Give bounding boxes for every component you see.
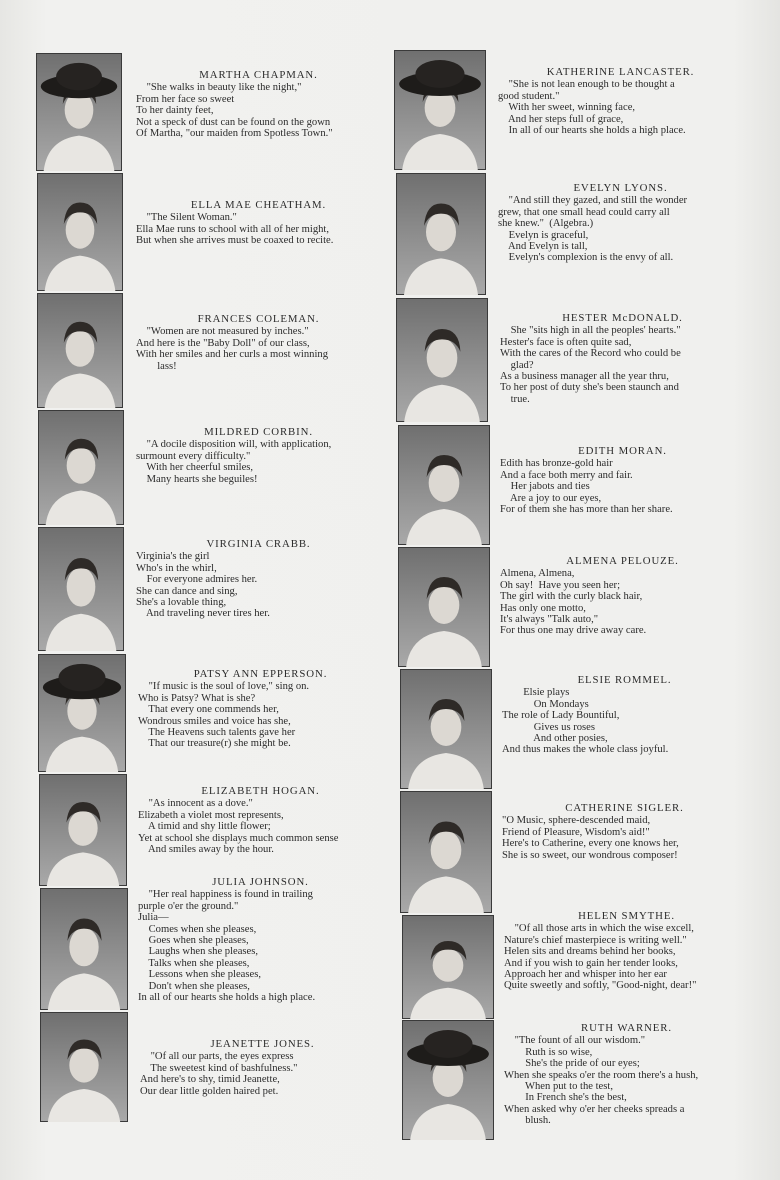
student-name: CATHERINE SIGLER.: [565, 802, 684, 814]
verse-line: With her cheerful smiles,: [136, 462, 254, 474]
portrait-photo: [40, 1012, 128, 1122]
student-entry: [500, 313, 745, 405]
portrait-photo: [394, 50, 486, 170]
verse-line: grew, that one small head could carry all: [498, 206, 670, 218]
verse-line: Hester's face is often quite sad,: [500, 336, 632, 348]
student-name: RUTH WARNER.: [581, 1022, 672, 1034]
verse-line: In French she's the best,: [504, 1092, 627, 1104]
student-name: KATHERINE LANCASTER.: [546, 66, 695, 78]
student-entry: [502, 803, 747, 861]
portrait-silhouette: [396, 298, 488, 422]
portrait-photo: [396, 173, 486, 295]
student-entry: [138, 786, 383, 855]
verse-line: And a face both merry and fair.: [500, 469, 633, 481]
portrait-silhouette: [39, 774, 127, 886]
portrait-silhouette: [398, 425, 490, 545]
verse-line: Nature's chief masterpiece is writing well.": [504, 934, 687, 946]
verse-line: "And still they gazed, and still the wonder: [498, 195, 688, 207]
verse-line: blush.: [504, 1115, 551, 1127]
verse-line: Comes when she pleases,: [138, 923, 257, 935]
verse-line: And other posies,: [502, 733, 608, 745]
verse-line: She is so sweet, our wondrous composer!: [502, 849, 678, 861]
portrait-photo: [37, 173, 123, 291]
student-entry: [498, 183, 743, 264]
verse-line: Has only one motto,: [500, 602, 586, 614]
portrait-silhouette: [40, 1012, 128, 1122]
student-entry: [136, 427, 381, 485]
verse-line: To her dainty feet,: [136, 105, 214, 117]
verse-line: A timid and shy little flower;: [138, 821, 271, 833]
verse-line: With her sweet, winning face,: [498, 102, 636, 114]
verse-line: Elizabeth a violet most represents,: [138, 809, 284, 821]
student-entry: [502, 675, 747, 756]
portrait-silhouette: [402, 1020, 494, 1140]
verse-line: And Evelyn is tall,: [498, 241, 588, 253]
verse-line: Ruth is so wise,: [504, 1046, 593, 1058]
verse-line: Of Martha, "our maiden from Spotless Town.": [136, 128, 333, 140]
portrait-photo: [37, 293, 123, 408]
verse-line: "A docile disposition will, with application,: [136, 439, 332, 451]
verse-line: "The Silent Woman.": [136, 212, 237, 224]
verse-line: Helen sits and dreams behind her books,: [504, 946, 676, 958]
student-entry: [500, 446, 745, 515]
verse-line: From her face so sweet: [136, 93, 235, 105]
verse-line: "Of all those arts in which the wise excell,: [504, 923, 694, 935]
student-name: VIRGINIA CRABB.: [206, 538, 311, 550]
verse-line: Evelyn is graceful,: [498, 229, 589, 241]
portrait-silhouette: [38, 527, 124, 651]
verse-line: Are a joy to our eyes,: [500, 492, 602, 504]
portrait-photo: [398, 425, 490, 545]
portrait-silhouette: [38, 654, 126, 772]
verse-line: Edith has bronze-gold hair: [500, 458, 613, 470]
verse-line: "As innocent as a dove.": [138, 798, 253, 810]
verse-line: Who's in the whirl,: [136, 562, 217, 574]
verse-line: The role of Lady Bountiful,: [502, 710, 620, 722]
student-name: HELEN SMYTHE.: [578, 910, 675, 922]
verse-line: When she speaks o'er the room there's a hush,: [504, 1069, 699, 1081]
student-entry: [138, 877, 383, 1003]
portrait-photo: [402, 1020, 494, 1140]
portrait-photo: [400, 791, 492, 913]
verse-line: Approach her and whisper into her ear: [504, 969, 667, 981]
verse-line: Almena, Almena,: [500, 568, 575, 580]
student-name: ELSIE ROMMEL.: [577, 674, 672, 686]
verse-line: That our treasure(r) she might be.: [138, 738, 291, 750]
verse-line: Quite sweetly and softly, "Good-night, dear!": [504, 980, 697, 992]
verse-line: It's always "Talk auto,": [500, 614, 599, 626]
portrait-photo: [38, 410, 124, 525]
portrait-silhouette: [402, 915, 494, 1019]
verse-line: And here's to shy, timid Jeanette,: [140, 1074, 280, 1086]
portrait-silhouette: [37, 293, 123, 408]
portrait-silhouette: [37, 173, 123, 291]
student-name: JULIA JOHNSON.: [212, 876, 309, 888]
student-entry: [504, 1023, 749, 1127]
student-name: MARTHA CHAPMAN.: [199, 69, 318, 81]
verse-line: Laughs when she pleases,: [138, 946, 259, 958]
verse-line: "She walks in beauty like the night,": [136, 82, 302, 94]
portrait-photo: [396, 298, 488, 422]
portrait-silhouette: [400, 669, 492, 789]
student-name: EVELYN LYONS.: [573, 182, 668, 194]
verse-line: She's a lovable thing,: [136, 597, 227, 609]
verse-line: Her jabots and ties: [500, 481, 590, 493]
verse-line: Wondrous smiles and voice has she,: [138, 715, 291, 727]
portrait-silhouette: [394, 50, 486, 170]
verse-line: Goes when she pleases,: [138, 935, 249, 947]
student-name: MILDRED CORBIN.: [204, 426, 313, 438]
verse-line: The sweetest kind of bashfulness.": [140, 1062, 298, 1074]
student-entry: [136, 539, 381, 620]
portrait-photo: [36, 53, 122, 171]
verse-line: With her smiles and her curls a most winning: [136, 349, 328, 361]
verse-line: That every one commends her,: [138, 704, 279, 716]
verse-line: "If music is the soul of love," sing on.: [138, 681, 310, 693]
student-name: EDITH MORAN.: [578, 445, 667, 457]
verse-line: She can dance and sing,: [136, 585, 238, 597]
verse-line: Lessons when she pleases,: [138, 969, 261, 981]
verse-line: "Women are not measured by inches.": [136, 326, 309, 338]
verse-line: In all of our hearts she holds a high place.: [498, 125, 686, 137]
verse-line: "Her real happiness is found in trailing: [138, 889, 313, 901]
portrait-photo: [398, 547, 490, 667]
verse-line: And smiles away by the hour.: [138, 844, 274, 856]
portrait-silhouette: [398, 547, 490, 667]
verse-line: Oh say! Have you seen her;: [500, 579, 621, 591]
verse-line: "The fount of all our wisdom.": [504, 1035, 646, 1047]
student-name: HESTER McDONALD.: [562, 312, 683, 324]
verse-line: Who is Patsy? What is she?: [138, 692, 256, 704]
student-entry: [136, 314, 381, 372]
verse-line: Friend of Pleasure, Wisdom's aid!": [502, 826, 650, 838]
portrait-photo: [40, 888, 128, 1010]
verse-line: For thus one may drive away care.: [500, 625, 647, 637]
student-name: ELLA MAE CHEATHAM.: [190, 199, 327, 211]
verse-line: The girl with the curly black hair,: [500, 591, 643, 603]
portrait-photo: [402, 915, 494, 1019]
verse-line: Talks when she pleases,: [138, 957, 250, 969]
verse-line: The Heavens such talents gave her: [138, 727, 296, 739]
verse-line: To her post of duty she's been staunch and: [500, 382, 679, 394]
student-entry: [136, 200, 381, 247]
verse-line: Many hearts she beguiles!: [136, 473, 258, 485]
student-name: ELIZABETH HOGAN.: [201, 785, 320, 797]
verse-line: good student.": [498, 90, 560, 102]
verse-line: purple o'er the ground.": [138, 900, 239, 912]
student-name: ALMENA PELOUZE.: [566, 555, 679, 567]
student-entry: [504, 911, 749, 992]
verse-line: And here is the "Baby Doll" of our class,: [136, 337, 310, 349]
verse-line: "O Music, sphere-descended maid,: [502, 815, 651, 827]
verse-line: As a business manager all the year thru,: [500, 371, 669, 383]
student-entry: [138, 669, 383, 750]
portrait-photo: [39, 774, 127, 886]
verse-line: true.: [500, 393, 530, 405]
verse-line: And thus makes the whole class joyful.: [502, 744, 669, 756]
verse-line: Ella Mae runs to school with all of her might,: [136, 223, 330, 235]
portrait-silhouette: [396, 173, 486, 295]
verse-line: For everyone admires her.: [136, 574, 258, 586]
portrait-silhouette: [400, 791, 492, 913]
verse-line: And her steps full of grace,: [498, 113, 624, 125]
verse-line: "Of all our parts, the eyes express: [140, 1051, 294, 1063]
verse-line: Our dear little golden haired pet.: [140, 1085, 279, 1097]
verse-line: "She is not lean enough to be thought a: [498, 79, 675, 91]
student-name: PATSY ANN EPPERSON.: [193, 668, 328, 680]
portrait-silhouette: [38, 410, 124, 525]
student-entry: [140, 1039, 385, 1097]
verse-line: And traveling never tires her.: [136, 608, 270, 620]
verse-line: And if you wish to gain her tender looks,: [504, 957, 678, 969]
verse-line: When asked why o'er her cheeks spreads a: [504, 1103, 685, 1115]
verse-line: glad?: [500, 359, 534, 371]
verse-line: she knew." (Algebra.): [498, 218, 594, 230]
verse-line: She "sits high in all the peoples' hearts.": [500, 325, 681, 337]
portrait-photo: [38, 654, 126, 772]
verse-line: Evelyn's complexion is the envy of all.: [498, 252, 674, 264]
verse-line: Here's to Catherine, every one knows her,: [502, 838, 679, 850]
portrait-photo: [400, 669, 492, 789]
verse-line: In all of our hearts she holds a high place.: [138, 992, 316, 1004]
student-entry: [136, 70, 381, 139]
verse-line: But when she arrives must be coaxed to recite.: [136, 235, 334, 247]
verse-line: For of them she has more than her share.: [500, 504, 673, 516]
student-name: FRANCES COLEMAN.: [197, 313, 320, 325]
portrait-silhouette: [36, 53, 122, 171]
student-entry: [498, 67, 743, 136]
verse-line: Don't when she pleases,: [138, 980, 250, 992]
verse-line: lass!: [136, 360, 177, 372]
student-name: JEANETTE JONES.: [210, 1038, 315, 1050]
verse-line: Yet at school she displays much common sense: [138, 832, 339, 844]
verse-line: surmount every difficulty.": [136, 450, 251, 462]
student-entry: [500, 556, 745, 637]
verse-line: On Mondays: [502, 698, 589, 710]
verse-line: She's the pride of our eyes;: [504, 1058, 640, 1070]
verse-line: Gives us roses: [502, 721, 595, 733]
portrait-silhouette: [40, 888, 128, 1010]
verse-line: Virginia's the girl: [136, 551, 210, 563]
verse-line: Julia—: [138, 912, 169, 924]
verse-line: When put to the test,: [504, 1081, 613, 1093]
verse-line: With the cares of the Record who could be: [500, 348, 681, 360]
portrait-photo: [38, 527, 124, 651]
verse-line: Elsie plays: [502, 687, 570, 699]
verse-line: Not a speck of dust can be found on the gown: [136, 116, 331, 128]
